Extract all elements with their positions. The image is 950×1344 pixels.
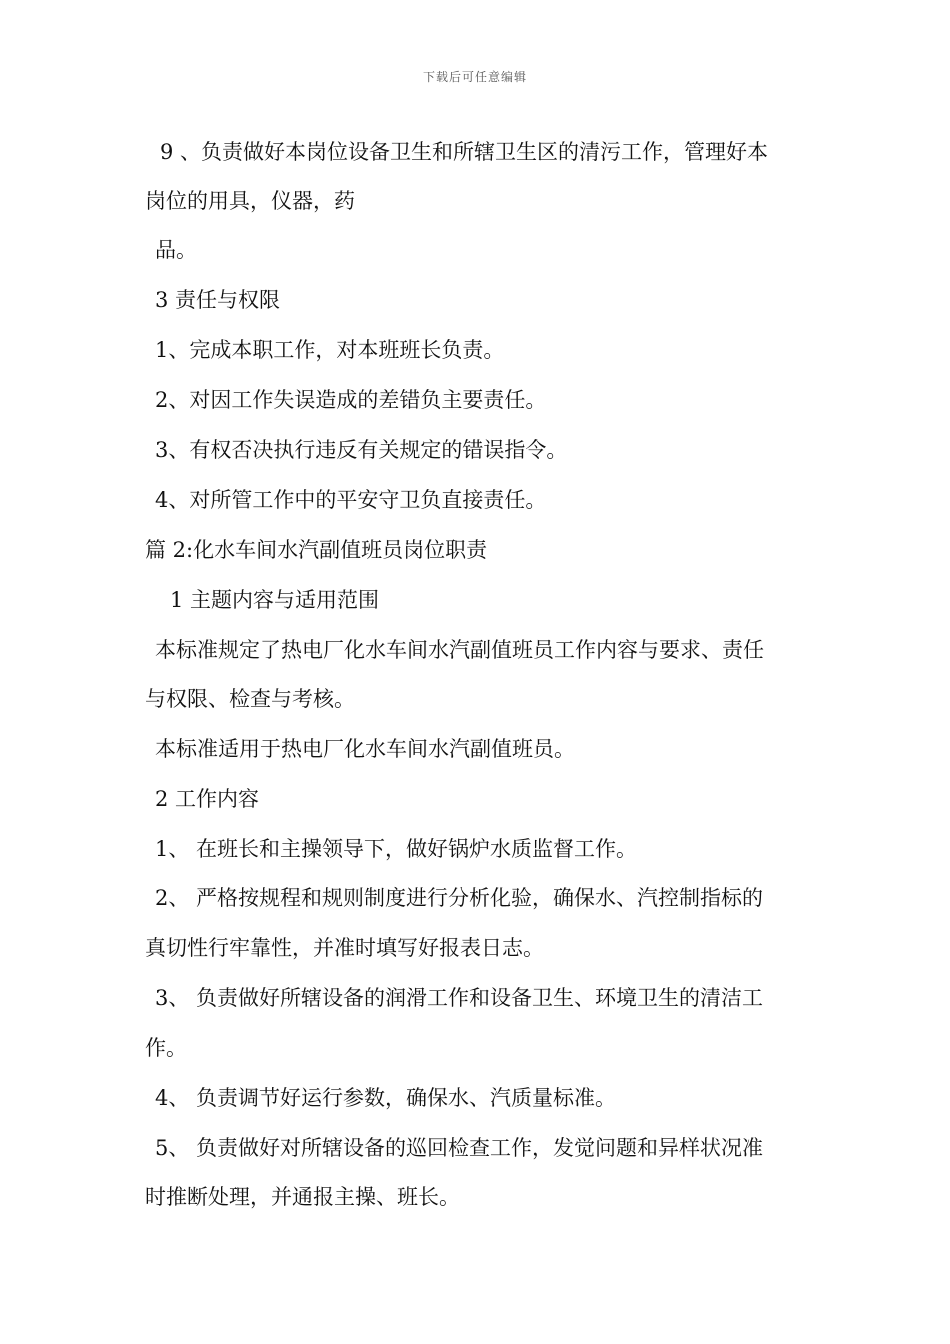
text-line: 时推断处理，并通报主操、班长。 <box>145 1185 460 1209</box>
text-line: 4、 负责调节好运行参数，确保水、汽质量标准。 <box>155 1086 617 1110</box>
text-line: 9 、负责做好本岗位设备卫生和所辖卫生区的清污工作，管理好本 <box>160 140 769 164</box>
text-line: 2、 严格按规程和规则制度进行分析化验，确保水、汽控制指标的 <box>155 886 764 910</box>
section-heading: 3 责任与权限 <box>155 288 281 312</box>
text-line: 本标准适用于热电厂化水车间水汽副值班员。 <box>155 737 575 761</box>
article-title: 篇 2:化水车间水汽副值班员岗位职责 <box>145 538 488 562</box>
text-line: 品。 <box>155 238 197 262</box>
text-line: 与权限、检查与考核。 <box>145 687 355 711</box>
text-line: 4、对所管工作中的平安守卫负直接责任。 <box>155 488 547 512</box>
page-header: 下载后可任意编辑 <box>422 70 527 84</box>
text-line: 3、 负责做好所辖设备的润滑工作和设备卫生、环境卫生的清洁工 <box>155 986 764 1010</box>
text-line: 1、完成本职工作，对本班班长负责。 <box>155 338 505 362</box>
text-line: 真切性行牢靠性，并准时填写好报表日志。 <box>145 936 544 960</box>
section-heading: 1 主题内容与适用范围 <box>170 588 380 612</box>
text-line: 作。 <box>145 1036 187 1060</box>
text-line: 岗位的用具，仪器，药 <box>145 189 355 213</box>
text-line: 2、对因工作失误造成的差错负主要责任。 <box>155 388 547 412</box>
text-line: 3、有权否决执行违反有关规定的错误指令。 <box>155 438 568 462</box>
text-line: 5、 负责做好对所辖设备的巡回检查工作，发觉问题和异样状况准 <box>155 1136 764 1160</box>
text-line: 1、 在班长和主操领导下，做好锅炉水质监督工作。 <box>155 837 638 861</box>
text-line: 本标准规定了热电厂化水车间水汽副值班员工作内容与要求、责任 <box>155 638 764 662</box>
section-heading: 2 工作内容 <box>155 787 260 811</box>
